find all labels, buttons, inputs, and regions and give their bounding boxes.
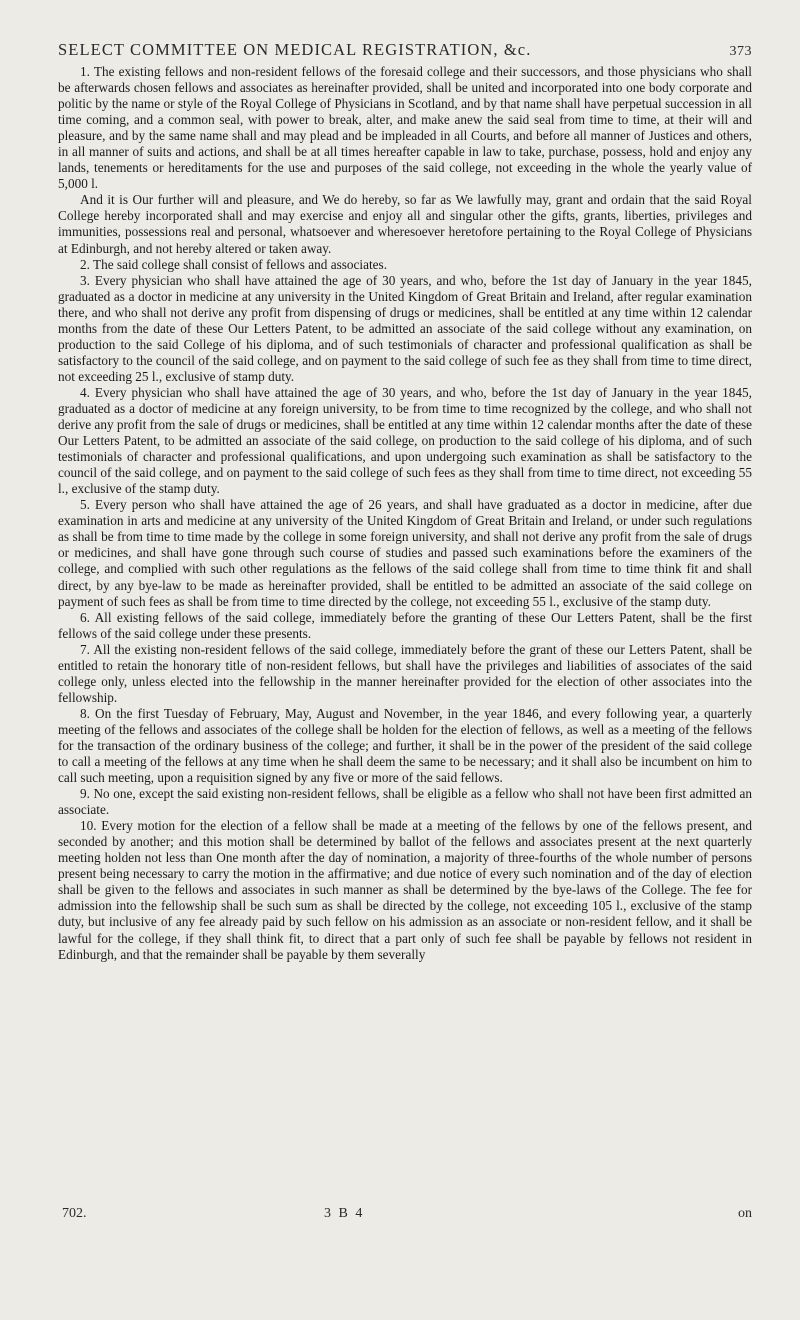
page-number: 373 — [729, 44, 752, 59]
document-number: 702. — [62, 1206, 87, 1221]
running-title: SELECT COMMITTEE ON MEDICAL REGISTRATION, &c. — [58, 40, 532, 59]
paragraph: 6. All existing fellows of the said college, immediately before the granting of these Our Letters Patent, shall be the first fellows of the said college under these presents. — [58, 609, 752, 641]
paragraph: 9. No one, except the said existing non-resident fellows, shall be eligible as a fellow who shall not have been first admitted an associate. — [58, 786, 752, 818]
paragraph: 2. The said college shall consist of fellows and associates. — [80, 256, 388, 272]
signature-mark: 3 B 4 — [324, 1206, 365, 1221]
paragraph: 4. Every physician who shall have attained the age of 30 years, and who, before the 1st day of January in the year 1845, graduated as a doctor of medicine at any foreign university, to be from time to time recognized by the college, and who shall not derive any profit from the sale of drugs or medicines, shall be entitled at any time within 12 calendar months after the date of these Our Letters Patent, to be admitted an associate of the said college, on production to the said college of his diploma, and of such testimonials of character and professional qualifications, and upon undergoing such examination as shall be satisfactory to the council of the said college, and on payment to the said college of such fees as they shall from time to time direct, not exceeding 55 l., exclusive of the stamp duty. — [58, 384, 752, 497]
paragraph: 1. The existing fellows and non-resident fellows of the foresaid college and their successors, and those physicians who shall be afterwards chosen fellows and associates as hereinafter provided, shall be united and incorporated into one body corporate and politic by the name or style of the Royal College of Physicians in Scotland, and by that name shall have perpetual succession in all time coming, and a common seal, with power to break, alter, and make anew the said seal from time to time, at their will and pleasure, and by the same name shall and may plead and be impleaded in all Courts, and before all manner of Justices and others, in all manner of suits and actions, and shall be at all times hereafter capable in law to take, purchase, possess, hold and enjoy any lands, tenements or hereditaments for the use and purposes of the said college, not exceeding in the whole the yearly value of 5,000 l. — [58, 64, 752, 192]
catchword: on — [738, 1206, 752, 1221]
running-header — [58, 40, 752, 60]
paragraph: 5. Every person who shall have attained the age of 26 years, and shall have graduated as a doctor in medicine, after due examination in arts and medicine at any university of the United Kingdom of Great Britain and Ireland, or under such regulations as shall be from time to time made by the college in some foreign university, and shall not derive any profit from the sale of drugs or medicines, and shall have gone through such course of studies and passed such examinations before the examiners of the college, and complied with such other regulations as the fellows of the said college shall from time to time think fit and shall direct, by any bye-law to be made as hereinafter provided, shall be entitled to be admitted an associate of the said college on payment of such fees as shall be from time to time directed by the college, not exceeding 55 l., exclusive of the stamp duty. — [58, 497, 752, 609]
paragraph: 7. All the existing non-resident fellows of the said college, immediately before the grant of these our Letters Patent, shall be entitled to retain the honorary title of non-resident fellows, but shall have the privileges and liabilities of associates of the said college only, unless elected into the fellowship in the manner hereinafter provided for the election of other associates into the fellowship. — [58, 641, 752, 705]
paragraph: 8. On the first Tuesday of February, May, August and November, in the year 1846, and every following year, a quarterly meeting of the fellows and associates of the college shall be holden for the election of fellows, as well as a meeting of the fellows for the transaction of the ordinary business of the college; and further, it shall be in the power of the president of the said college to call a meeting of the fellows at any time when he shall deem the same to be necessary; and it shall also be incumbent on him to call such meeting, upon a requisition signed by any five or more of the said fellows. — [58, 705, 752, 786]
paragraph: 10. Every motion for the election of a fellow shall be made at a meeting of the fellows by one of the fellows present, and seconded by another; and this motion shall be determined by ballot of the fellows and associates present at the next quarterly meeting holden not less than One month after the day of nomination, a majority of three-fourths of the whole number of persons present being necessary to carry the motion in the affirmative; and due notice of every such nomination and of the day of election shall be given to the fellows and associates in such manner as shall be determined by the bye-laws of the College. The fee for admission into the fellowship shall be such sum as shall be directed by the college, not exceeding 105 l., exclusive of the stamp duty, but inclusive of any fee already paid by such fellow on his admission as an associate or non-resident fellow, and it shall be lawful for the college, if they shall think fit, to direct that a part only of such fee shall be payable by fellows not resident in Edinburgh, and that the remainder shall be payable by them severally — [58, 818, 752, 962]
paragraph: And it is Our further will and pleasure, and We do hereby, so far as We lawfully may, grant and ordain that the said Royal College hereby incorporated shall and may exercise and enjoy all and singular other the gifts, grants, liberties, privileges and immunities, possessions real and personal, whatsoever and wheresoever heretofore pertaining to the Royal College of Physicians at Edinburgh, and not hereby altered or taken away. — [58, 192, 752, 256]
paragraph: 3. Every physician who shall have attained the age of 30 years, and who, before the 1st day of January in the year 1845, graduated as a doctor in medicine at any university in the United Kingdom of Great Britain and Ireland, after regular examination there, and who shall not derive any profit from dispensing of drugs or medicines, shall be entitled at any time within 12 calendar months from the date of these Our Letters Patent, to be admitted an associate of the said college without any examination, on production to the said College of his diploma, and of such testimonials of character and professional qualification as shall be satisfactory to the council of the said college, and on payment to the said college of such fee as they shall from time to time direct, not exceeding 25 l., exclusive of stamp duty. — [58, 272, 752, 384]
body-text — [58, 64, 752, 963]
